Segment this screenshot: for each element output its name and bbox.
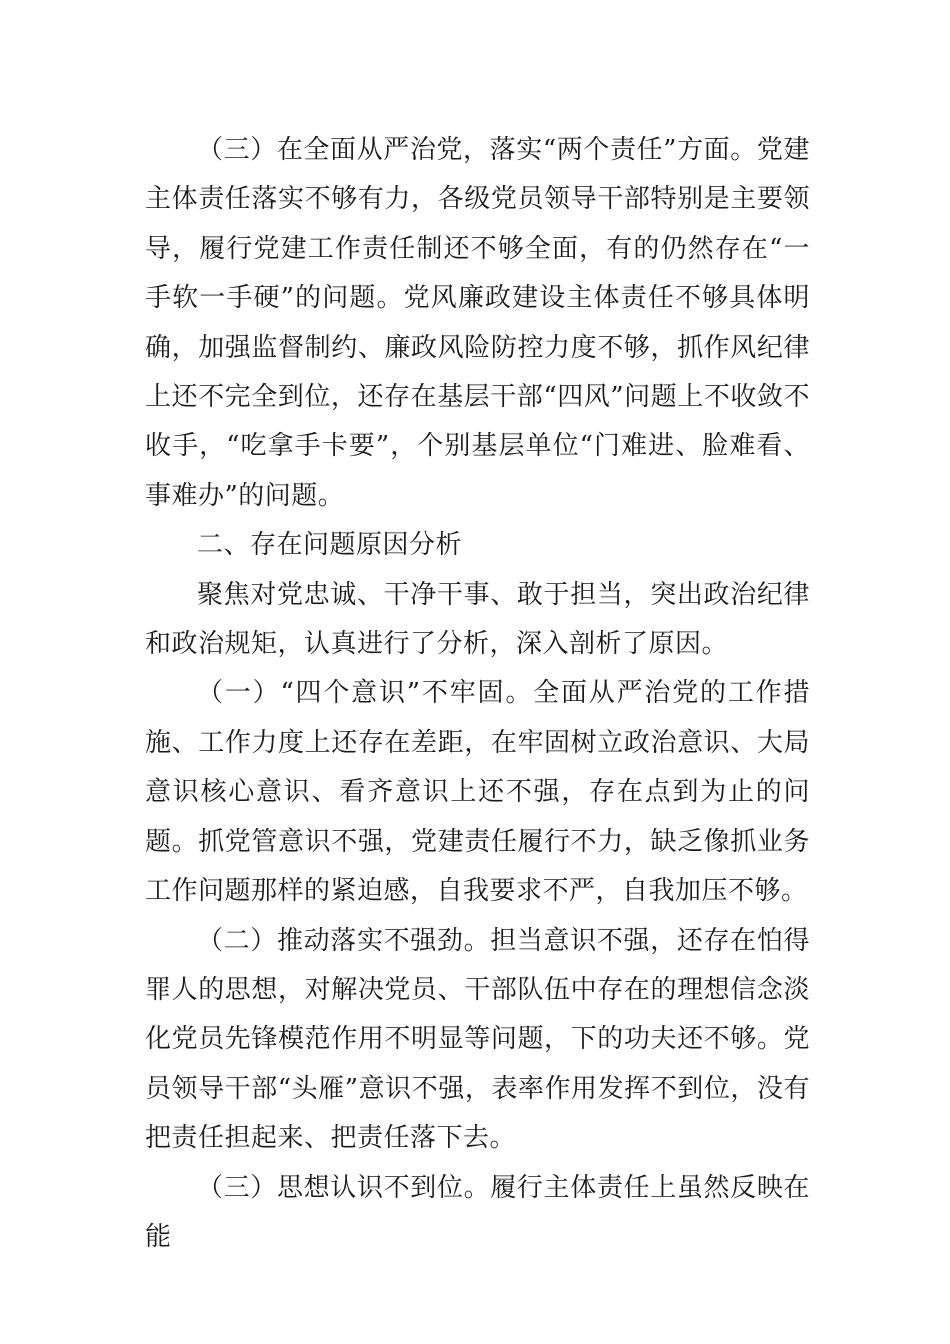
paragraph-four-awareness: （一）“四个意识”不牢固。全面从严治党的工作措施、工作力度上还存在差距，在牢固树立政治意识、大局意识核心意识、看齐意识上还不强，存在点到为止的问题。抓党管意识不强，党建责任履行不力，缺乏像抓业务工作问题那样的紧迫感，自我要求不严，自我加压不够。 bbox=[145, 678, 810, 907]
paragraph-analysis-intro: 聚焦对党忠诚、干净干事、敢于担当，突出政治纪律和政治规矩，认真进行了分析，深入剖析了原因。 bbox=[145, 579, 810, 660]
paragraph-ideological-awareness: （三）思想认识不到位。履行主体责任上虽然反映在能 bbox=[145, 1172, 810, 1252]
paragraph-party-responsibility: （三）在全面从严治党，落实“两个责任”方面。党建主体责任落实不够有力，各级党员领导干部特别是主要领导，履行党建工作责任制还不够全面，有的仍然存在“一手软一手硬”的问题。党风廉政建设主体责任不够具体明确，加强监督制约、廉政风险防控力度不够，抓作风纪律上还不完全到位，还存在基层干部“四风”问题上不收敛不收手，“吃拿手卡要”，个别基层单位“门难进、脸难看、事难办”的问题。 bbox=[145, 135, 810, 511]
document-body bbox=[145, 126, 810, 1262]
paragraph-implementation: （二）推动落实不强劲。担当意识不强，还存在怕得罪人的思想，对解决党员、干部队伍中存在的理想信念淡化党员先锋模范作用不明显等问题，下的功夫还不够。党员领导干部“头雁”意识不强，表率作用发挥不到位，没有把责任担起来、把责任落下去。 bbox=[145, 925, 810, 1154]
section-heading-cause-analysis: 二、存在问题原因分析 bbox=[197, 530, 463, 561]
